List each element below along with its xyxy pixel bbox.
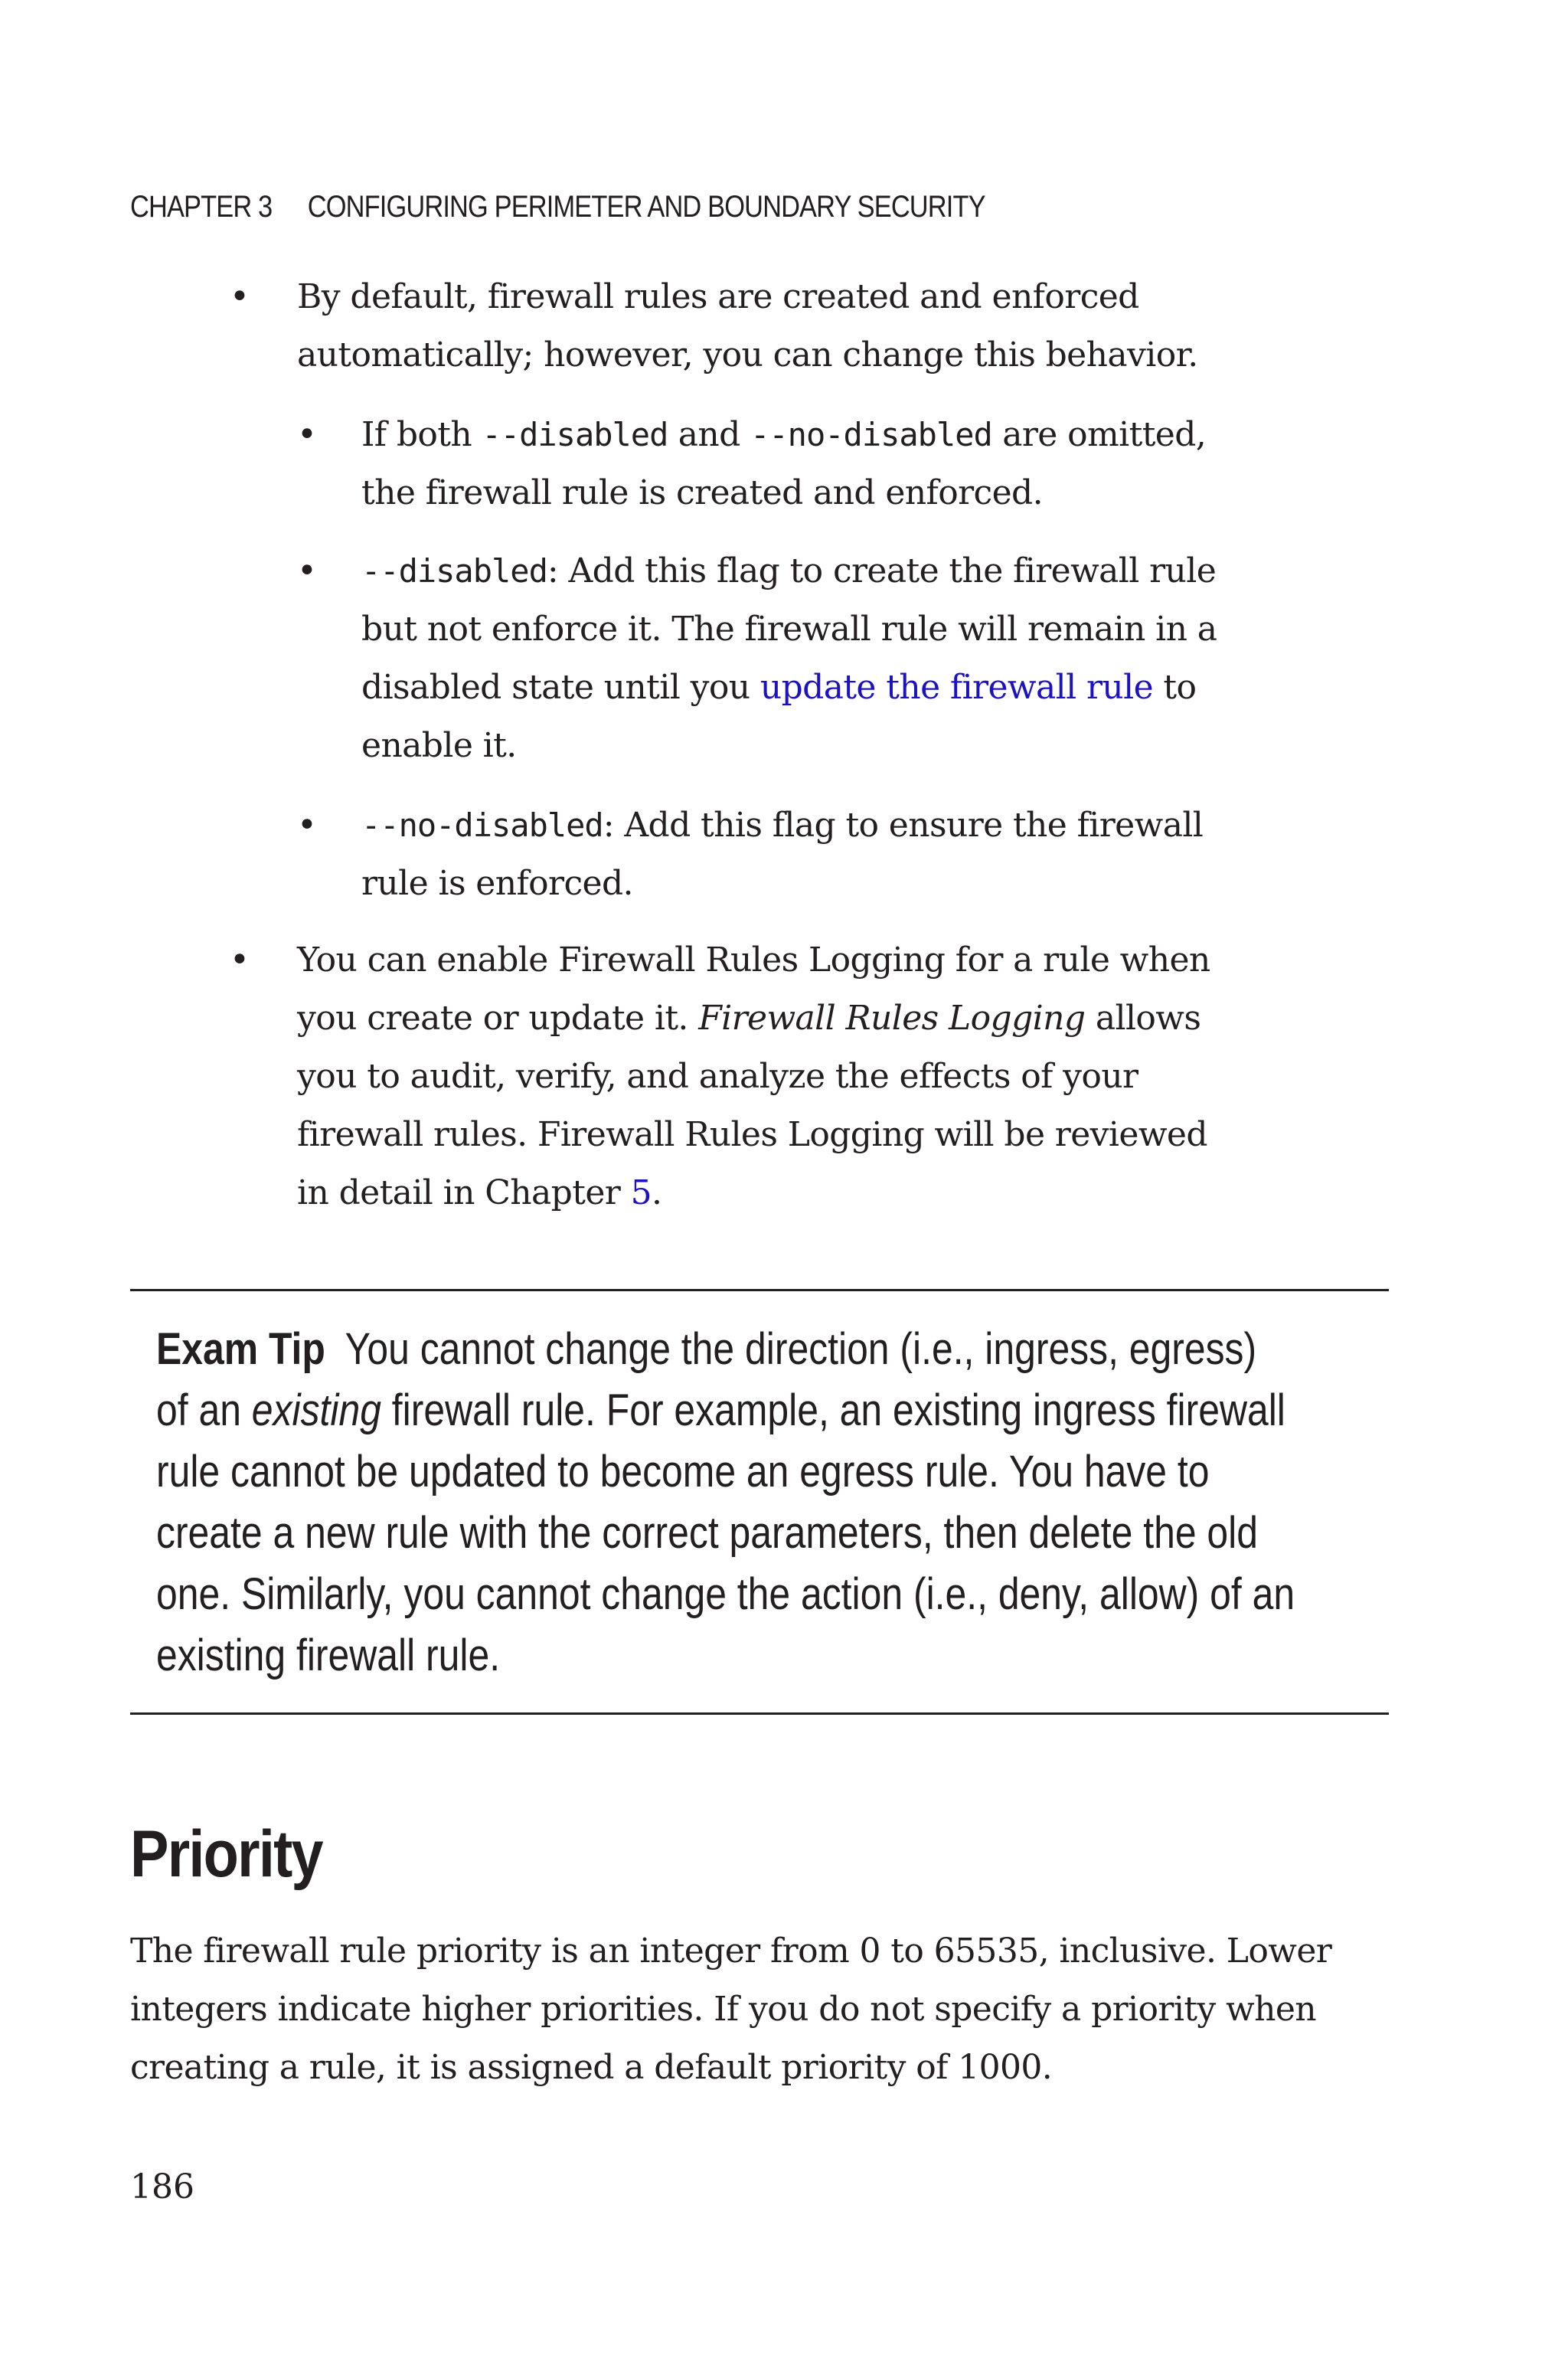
sub-bullet-omitted: If both --disabled and --no-disabled are omitted, the firewall rule is created and enforced. [361,415,1207,512]
code-disabled: --disabled [482,416,668,453]
exam-tip-label: Exam Tip [156,1324,325,1374]
sub-bullet-dot: • [297,806,317,845]
chapter-label: CHAPTER 3 [130,190,273,224]
sub-bullet-no-disabled: --no-disabled: Add this flag to ensure the firewall rule is enforced. [361,806,1204,903]
exam-tip: Exam Tip You cannot change the direction (i.e., ingress, egress) of an existing firewall rule. For example, an existing ingress firewall rule cannot be updated to become an egress rule. You have to create a new rule with the correct parameters, then delete the old one. Similarly, you cannot change the action (i.e., deny, allow) of an existing firewall rule. [156,1324,1295,1680]
bullet-dot: • [230,940,250,980]
section-heading: Priority [130,1817,322,1891]
running-header [130,190,985,224]
priority-paragraph: The firewall rule priority is an integer from 0 to 65535, inclusive. Lower integers indicate higher priorities. If you do not specify a priority when creating a rule, it is assigned a default priority of 1000. [130,1932,1332,2087]
sub-bullet-dot: • [297,551,317,590]
tip-top-rule [130,1289,1389,1291]
bullet-dot: • [230,277,250,316]
tip-bottom-rule [130,1712,1389,1715]
sub-bullet-disabled: --disabled: Add this flag to create the firewall rule but not enforce it. The firewall rule will remain in a disabled state until you update the firewall rule to enable it. [361,551,1217,765]
update-firewall-rule-link[interactable]: update the firewall rule [760,668,1154,707]
page-number: 186 [130,2167,194,2206]
chapter-5-link[interactable]: 5 [630,1173,652,1212]
chapter-title: CONFIGURING PERIMETER AND BOUNDARY SECURITY [307,190,985,224]
bullet-default-behavior: By default, firewall rules are created and enforced automatically; however, you can change this behavior. [297,277,1198,375]
bullet-logging: You can enable Firewall Rules Logging for a rule when you create or update it. Firewall Rules Logging allows you to audit, verify, and analyze the effects of your firewall rules. Firewall Rules Logging will be reviewed in detail in Chapter 5. [297,940,1210,1212]
code-no-disabled: --no-disabled [750,416,992,453]
sub-bullet-dot: • [297,415,317,454]
code-no-disabled: --no-disabled [361,806,603,844]
code-disabled: --disabled [361,552,547,590]
